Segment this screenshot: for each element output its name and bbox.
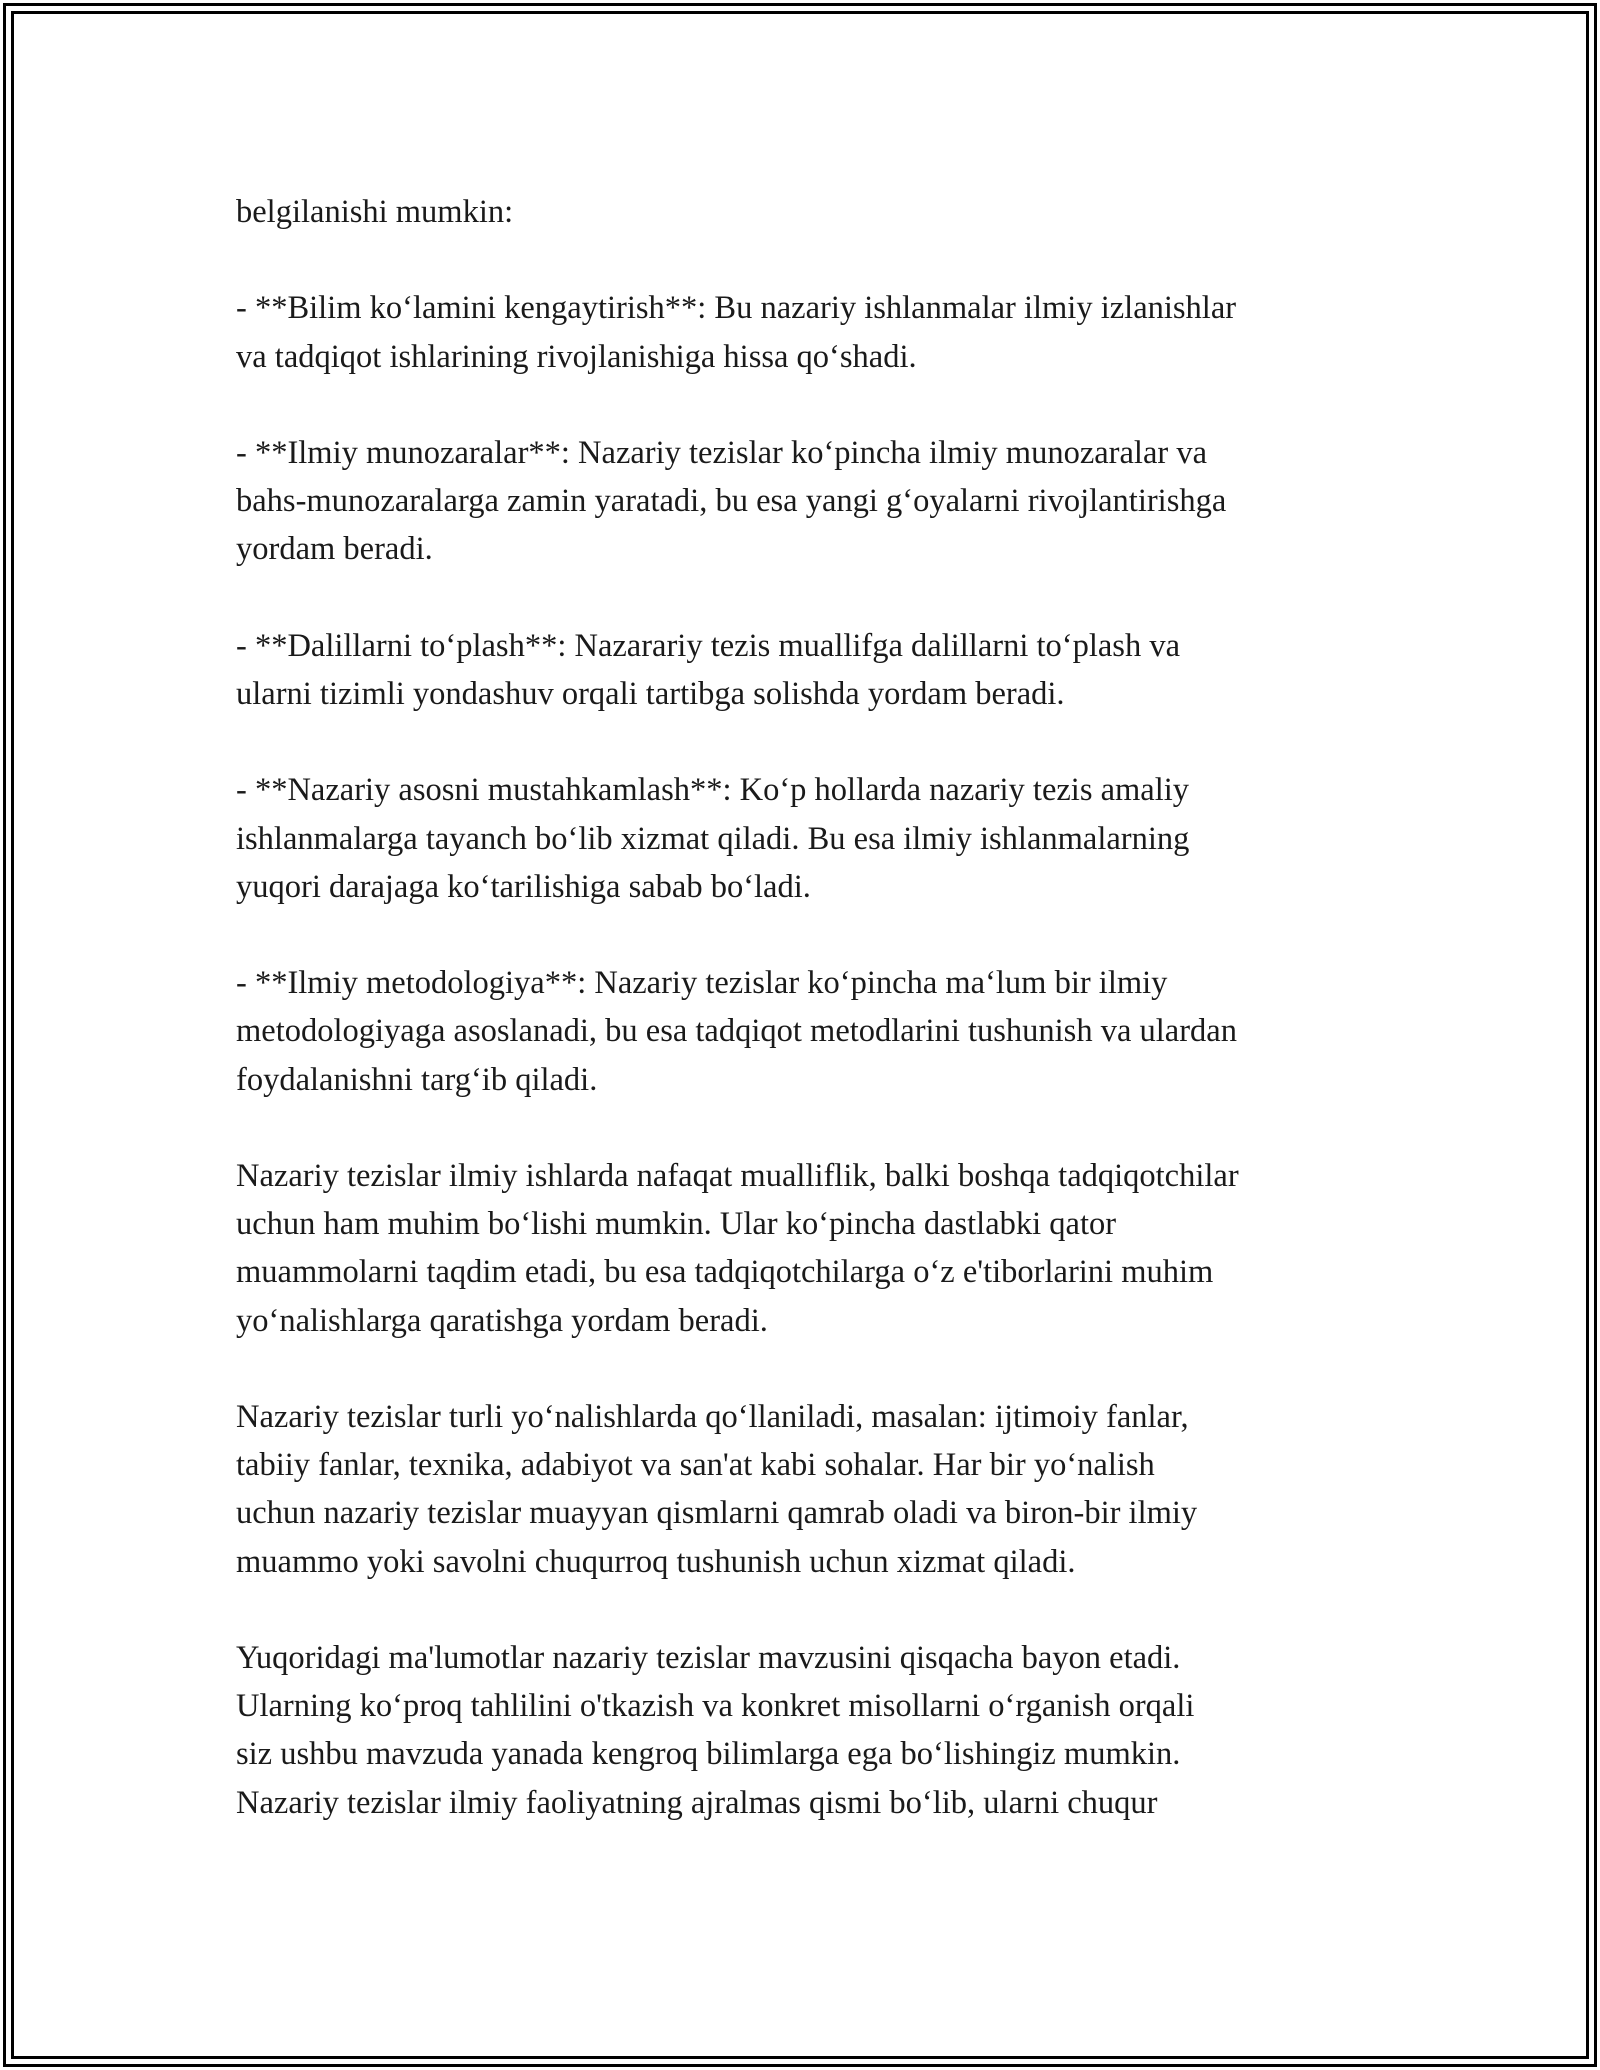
text-line: - **Nazariy asosni mustahkamlash**: Ko‘p hollarda nazariy tezis amaliy bbox=[236, 772, 1190, 809]
list-item-munozaralar bbox=[236, 429, 1396, 574]
text-line: - **Ilmiy metodologiya**: Nazariy tezislar ko‘pincha ma‘lum bir ilmiy bbox=[236, 965, 1168, 1002]
text-line: uchun ham muhim bo‘lishi mumkin. Ular ko‘pincha dastlabki qator bbox=[236, 1206, 1117, 1243]
text-line: yo‘nalishlarga qaratishga yordam beradi. bbox=[236, 1302, 768, 1339]
text-line: Nazariy tezislar turli yo‘nalishlarda qo‘llaniladi, masalan: ijtimoiy fanlar, bbox=[236, 1398, 1189, 1435]
text-line: muammolarni taqdim etadi, bu esa tadqiqotchilarga o‘z e'tiborlarini muhim bbox=[236, 1254, 1214, 1291]
text-line: - **Bilim ko‘lamini kengaytirish**: Bu nazariy ishlanmalar ilmiy izlanishlar bbox=[236, 290, 1237, 327]
list-item-bilim bbox=[236, 284, 1396, 380]
text-line: - **Ilmiy munozaralar**: Nazariy tezislar ko‘pincha ilmiy munozaralar va bbox=[236, 434, 1208, 471]
text-line: yordam beradi. bbox=[236, 531, 433, 568]
text-line: Ularning ko‘proq tahlilini o'tkazish va konkret misollarni o‘rganish orqali bbox=[236, 1688, 1195, 1725]
paragraph-importance bbox=[236, 1152, 1396, 1345]
text-line: muammo yoki savolni chuqurroq tushunish uchun xizmat qiladi. bbox=[236, 1543, 1076, 1580]
list-item-metodologiya bbox=[236, 959, 1396, 1104]
list-item-dalillar bbox=[236, 622, 1396, 718]
text-line: tabiiy fanlar, texnika, adabiyot va san'at kabi sohalar. Har bir yo‘nalish bbox=[236, 1447, 1155, 1484]
text-line: Nazariy tezislar ilmiy faoliyatning ajralmas qismi bo‘lib, ularni chuqur bbox=[236, 1784, 1158, 1821]
text-line: foydalanishni targ‘ib qiladi. bbox=[236, 1061, 598, 1098]
text-line: ularni tizimli yondashuv orqali tartibga solishda yordam beradi. bbox=[236, 675, 1065, 712]
paragraph-fields bbox=[236, 1393, 1396, 1586]
text-line: - **Dalillarni to‘plash**: Nazarariy tezis muallifga dalillarni to‘plash va bbox=[236, 627, 1180, 664]
text-line: bahs-munozaralarga zamin yaratadi, bu esa yangi g‘oyalarni rivojlantirishga bbox=[236, 483, 1227, 520]
text-line: yuqori darajaga ko‘tarilishiga sabab bo‘ladi. bbox=[236, 868, 811, 905]
document-body bbox=[236, 188, 1396, 1827]
text-line: Yuqoridagi ma'lumotlar nazariy tezislar mavzusini qisqacha bayon etadi. bbox=[236, 1639, 1181, 1676]
paragraph-intro bbox=[236, 188, 1396, 236]
text-line: ishlanmalarga tayanch bo‘lib xizmat qiladi. Bu esa ilmiy ishlanmalarning bbox=[236, 820, 1190, 857]
text-line: va tadqiqot ishlarining rivojlanishiga hissa qo‘shadi. bbox=[236, 338, 917, 375]
text-line: uchun nazariy tezislar muayyan qismlarni qamrab oladi va biron-bir ilmiy bbox=[236, 1495, 1198, 1532]
text-line: siz ushbu mavzuda yanada kengroq bilimlarga ega bo‘lishingiz mumkin. bbox=[236, 1736, 1181, 1773]
list-item-asos bbox=[236, 766, 1396, 911]
text-line: Nazariy tezislar ilmiy ishlarda nafaqat mualliflik, balki boshqa tadqiqotchilar bbox=[236, 1157, 1239, 1194]
text-line: belgilanishi mumkin: bbox=[236, 194, 514, 230]
text-line: metodologiyaga asoslanadi, bu esa tadqiqot metodlarini tushunish va ulardan bbox=[236, 1013, 1237, 1050]
paragraph-summary bbox=[236, 1634, 1396, 1827]
